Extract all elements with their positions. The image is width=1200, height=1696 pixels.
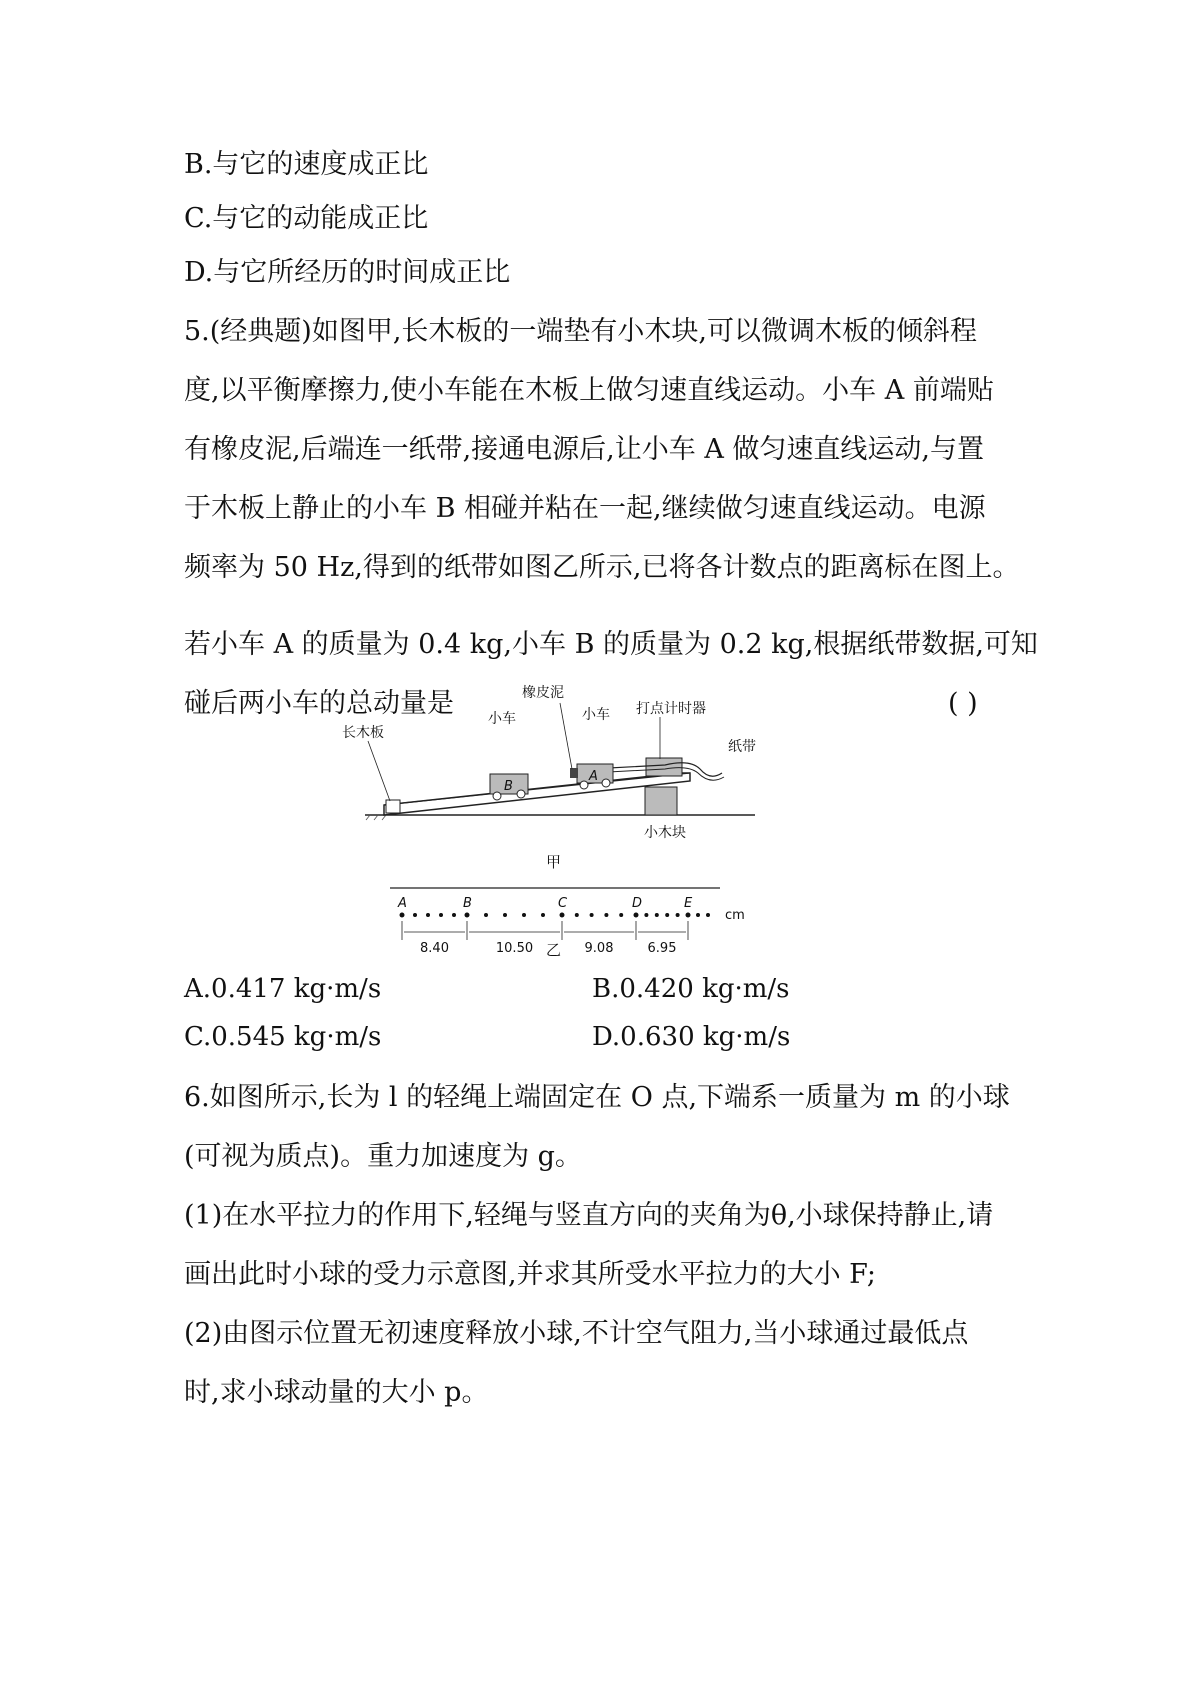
cart-a-wheel [602, 779, 610, 787]
cart-b-wheel [517, 790, 525, 798]
cart-a-wheel [580, 781, 588, 789]
q5-option-b: B.0.420 kg·m/s [592, 974, 790, 1004]
tape-point [465, 913, 470, 918]
tape-dot [619, 913, 623, 917]
tape-dots [400, 913, 711, 918]
dimension-value: 6.95 [647, 941, 677, 956]
tape-dot [676, 913, 680, 917]
option-d-prev: D.与它所经历的时间成正比 [184, 257, 511, 288]
q5-line: 有橡皮泥,后端连一纸带,接通电源后,让小车 A 做匀速直线运动,与置 [184, 434, 984, 465]
caption-jia: 甲 [546, 853, 562, 871]
tape-dimensions [402, 921, 688, 956]
tape-dot [655, 913, 659, 917]
tape-dot [590, 913, 594, 917]
tape-dot [452, 913, 456, 917]
tape-dot [644, 913, 648, 917]
q6-line: 时,求小球动量的大小 p。 [184, 1377, 489, 1408]
label-unit: cm [725, 908, 745, 923]
q5-line: 若小车 A 的质量为 0.4 kg,小车 B 的质量为 0.2 kg,根据纸带数据,可知 [184, 629, 1038, 660]
tape-dot [665, 913, 669, 917]
cart-b-wheel [493, 792, 501, 800]
q5-line: 于木板上静止的小车 B 相碰并粘在一起,继续做匀速直线运动。电源 [184, 493, 986, 524]
tape-dot [426, 913, 430, 917]
q5-line: 频率为 50 Hz,得到的纸带如图乙所示,已将各计数点的距离标在图上。 [184, 552, 1020, 583]
q5-option-a: A.0.417 kg·m/s [184, 974, 382, 1004]
q5-line: 5.(经典题)如图甲,长木板的一端垫有小木块,可以微调木板的倾斜程 [184, 316, 977, 347]
tape-point-label: E [684, 896, 693, 911]
q5-option-c: C.0.545 kg·m/s [184, 1022, 382, 1052]
tape-dot [696, 913, 700, 917]
q5-line: 度,以平衡摩擦力,使小车能在木板上做匀速直线运动。小车 A 前端贴 [184, 375, 994, 406]
timer-device [646, 758, 682, 776]
tape-dot [575, 913, 579, 917]
dimension-value: 8.40 [420, 941, 449, 956]
q6-line: 6.如图所示,长为 l 的轻绳上端固定在 O 点,下端系一质量为 m 的小球 [184, 1082, 1010, 1113]
tape-dot [484, 913, 488, 917]
tape-dot [413, 913, 417, 917]
long-board [384, 773, 690, 815]
tape-dot [541, 913, 545, 917]
tape-dot [522, 913, 526, 917]
q5-option-d: D.0.630 kg·m/s [592, 1022, 791, 1052]
q6-line: (可视为质点)。重力加速度为 g。 [184, 1141, 582, 1172]
option-c-prev: C.与它的动能成正比 [184, 203, 429, 234]
cart-b-letter: B [504, 779, 513, 794]
q5-line: 碰后两小车的总动量是 [184, 688, 454, 719]
option-b-prev: B.与它的速度成正比 [184, 149, 429, 180]
dimension-value: 9.08 [584, 941, 614, 956]
tape-dot [503, 913, 507, 917]
label-cart-b: 小车 [488, 711, 516, 727]
tape-point-labels [397, 896, 693, 911]
wood-block [645, 787, 677, 815]
cart-a-letter: A [589, 769, 598, 784]
label-block: 小木块 [644, 825, 686, 841]
tape-point-label: A [398, 896, 407, 911]
label-putty: 橡皮泥 [522, 685, 564, 701]
dimension-value: 10.50 [495, 941, 534, 956]
tape-point-label: C [558, 896, 568, 911]
q6-line: (2)由图示位置无初速度释放小球,不计空气阻力,当小球通过最低点 [184, 1318, 969, 1349]
tape-point [634, 913, 639, 918]
tape-dot [604, 913, 608, 917]
tape-point-label: B [463, 896, 472, 911]
putty [570, 768, 578, 778]
tape-point-label: D [632, 896, 643, 911]
tape-point [560, 913, 565, 918]
board-end-block [386, 800, 400, 813]
label-cart-a: 小车 [582, 707, 610, 723]
tape-point [686, 913, 691, 918]
q6-line: 画出此时小球的受力示意图,并求其所受水平拉力的大小 F; [184, 1259, 877, 1290]
label-tape: 纸带 [728, 739, 756, 755]
label-timer: 打点计时器 [636, 701, 706, 717]
tape-dot [439, 913, 443, 917]
tape-point [400, 913, 405, 918]
q6-line: (1)在水平拉力的作用下,轻绳与竖直方向的夹角为θ,小球保持静止,请 [184, 1200, 994, 1231]
tape-dot [706, 913, 710, 917]
label-board: 长木板 [342, 725, 384, 741]
caption-yi: 乙 [546, 941, 562, 959]
answer-parentheses: ( ) [948, 688, 978, 719]
